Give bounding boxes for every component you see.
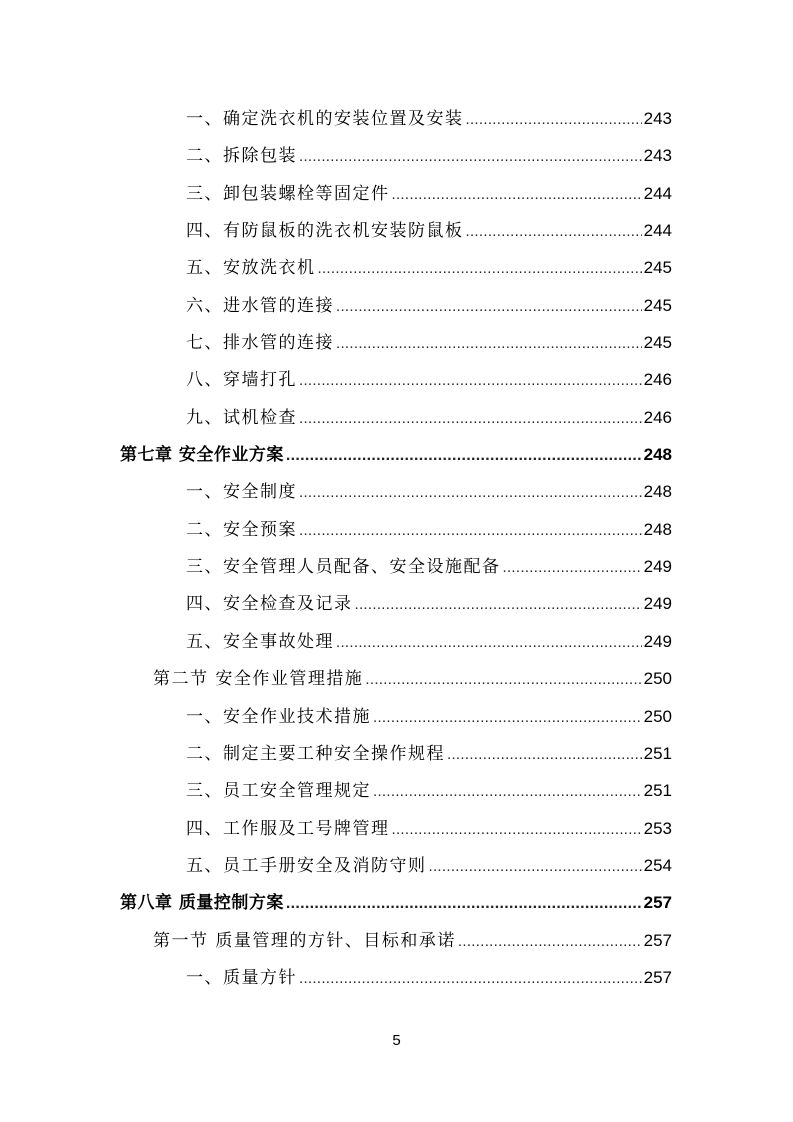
toc-entry-label: 三、安全管理人员配备、安全设施配备 (186, 557, 501, 578)
toc-entry-page: 251 (643, 743, 672, 763)
toc-leader-dots (336, 325, 642, 362)
toc-entry-label: 四、有防鼠板的洗衣机安装防鼠板 (186, 221, 464, 242)
toc-entry[interactable] (0, 810, 793, 847)
toc-entry-page: 248 (643, 519, 672, 539)
toc-leader-dots (458, 923, 642, 960)
toc-leader-dots (373, 699, 642, 736)
toc-entry[interactable] (0, 361, 793, 398)
toc-entry[interactable] (0, 100, 793, 137)
toc-entry-label: 三、卸包装螺栓等固定件 (186, 183, 390, 204)
toc-entry[interactable] (0, 772, 793, 809)
toc-leader-dots (355, 586, 642, 623)
toc-chapter-page: 257 (643, 893, 672, 913)
toc-entry-label: 一、确定洗衣机的安装位置及安装 (186, 109, 464, 129)
toc-entry-label: 五、安放洗衣机 (186, 258, 316, 279)
toc-entry-label: 六、进水管的连接 (186, 295, 334, 316)
toc-entry-label: 九、试机检查 (186, 407, 297, 428)
toc-leader-dots (447, 736, 642, 773)
toc-entry[interactable] (0, 287, 793, 324)
toc-entry-label: 五、员工手册安全及消防守则 (186, 855, 427, 876)
toc-leader-dots (373, 773, 642, 810)
toc-entry-label: 三、员工安全管理规定 (186, 781, 371, 802)
toc-entry-label: 八、穿墙打孔 (186, 370, 297, 391)
toc-leader-dots (299, 400, 642, 437)
toc-entry-page: 245 (643, 295, 672, 315)
toc-entry-page: 249 (643, 631, 672, 651)
table-of-contents (0, 100, 793, 996)
toc-entry[interactable] (0, 212, 793, 249)
toc-entry[interactable] (0, 585, 793, 622)
toc-entry-page: 250 (643, 706, 672, 726)
toc-entry-page: 254 (643, 855, 672, 875)
toc-entry-label: 一、安全作业技术措施 (186, 706, 371, 727)
toc-leader-dots (336, 624, 642, 661)
toc-entry[interactable] (0, 249, 793, 286)
toc-entry[interactable] (0, 175, 793, 212)
toc-section-page: 257 (643, 930, 672, 950)
toc-leader-dots (286, 885, 642, 922)
toc-entry-label: 二、制定主要工种安全操作规程 (186, 743, 445, 764)
toc-entry-page: 253 (643, 818, 672, 838)
toc-entry-page: 245 (643, 258, 672, 278)
toc-entry-page: 251 (643, 781, 672, 801)
toc-leader-dots (503, 549, 642, 586)
toc-entry-page: 244 (643, 221, 672, 241)
toc-section-label: 第二节 安全作业管理措施 (153, 669, 364, 690)
toc-chapter-entry[interactable] (0, 436, 793, 473)
toc-entry-page: 249 (643, 557, 672, 577)
toc-leader-dots (318, 250, 642, 287)
toc-chapter-page: 248 (643, 445, 672, 465)
toc-leader-dots (392, 176, 642, 213)
toc-entry-label: 四、安全检查及记录 (186, 594, 353, 615)
toc-entry-page: 243 (643, 109, 672, 128)
toc-entry[interactable] (0, 548, 793, 585)
toc-section-label: 第一节 质量管理的方针、目标和承诺 (153, 930, 456, 951)
toc-entry-page: 246 (643, 407, 672, 427)
toc-entry-page: 244 (643, 183, 672, 203)
toc-entry-page: 243 (643, 146, 672, 166)
toc-entry[interactable] (0, 735, 793, 772)
toc-chapter-label: 第七章 安全作业方案 (120, 445, 284, 466)
toc-leader-dots (299, 138, 642, 175)
toc-entry[interactable] (0, 698, 793, 735)
toc-leader-dots (429, 848, 642, 885)
toc-entry-page: 245 (643, 333, 672, 353)
toc-leader-dots (286, 437, 642, 474)
toc-entry-page: 246 (643, 370, 672, 390)
toc-entry[interactable] (0, 399, 793, 436)
toc-entry[interactable] (0, 137, 793, 174)
toc-entry-page: 248 (643, 482, 672, 502)
toc-entry-label: 一、安全制度 (186, 482, 297, 503)
toc-entry-label: 七、排水管的连接 (186, 333, 334, 354)
toc-entry-label: 二、拆除包装 (186, 146, 297, 167)
toc-chapter-entry[interactable] (0, 884, 793, 921)
toc-entry[interactable] (0, 623, 793, 660)
toc-entry-label: 四、工作服及工号牌管理 (186, 818, 390, 839)
toc-leader-dots (336, 288, 642, 325)
toc-entry-label: 五、安全事故处理 (186, 631, 334, 652)
toc-leader-dots (466, 101, 642, 138)
toc-entry-page: 249 (643, 594, 672, 614)
toc-entry-label: 二、安全预案 (186, 519, 297, 540)
toc-leader-dots (299, 960, 642, 997)
toc-entry[interactable] (0, 847, 793, 884)
toc-leader-dots (299, 362, 642, 399)
toc-section-entry[interactable] (0, 922, 793, 959)
toc-entry-page: 257 (643, 967, 672, 987)
toc-leader-dots (365, 661, 641, 698)
toc-leader-dots (299, 474, 642, 511)
toc-entry[interactable] (0, 324, 793, 361)
toc-entry[interactable] (0, 473, 793, 510)
toc-leader-dots (392, 811, 642, 848)
toc-entry[interactable] (0, 511, 793, 548)
toc-leader-dots (466, 213, 642, 250)
toc-entry[interactable] (0, 959, 793, 996)
toc-chapter-label: 第八章 质量控制方案 (120, 893, 284, 914)
toc-section-page: 250 (643, 669, 672, 689)
toc-entry-label: 一、质量方针 (186, 967, 297, 988)
toc-leader-dots (299, 512, 642, 549)
page-number: 5 (392, 1032, 401, 1049)
toc-section-entry[interactable] (0, 660, 793, 697)
